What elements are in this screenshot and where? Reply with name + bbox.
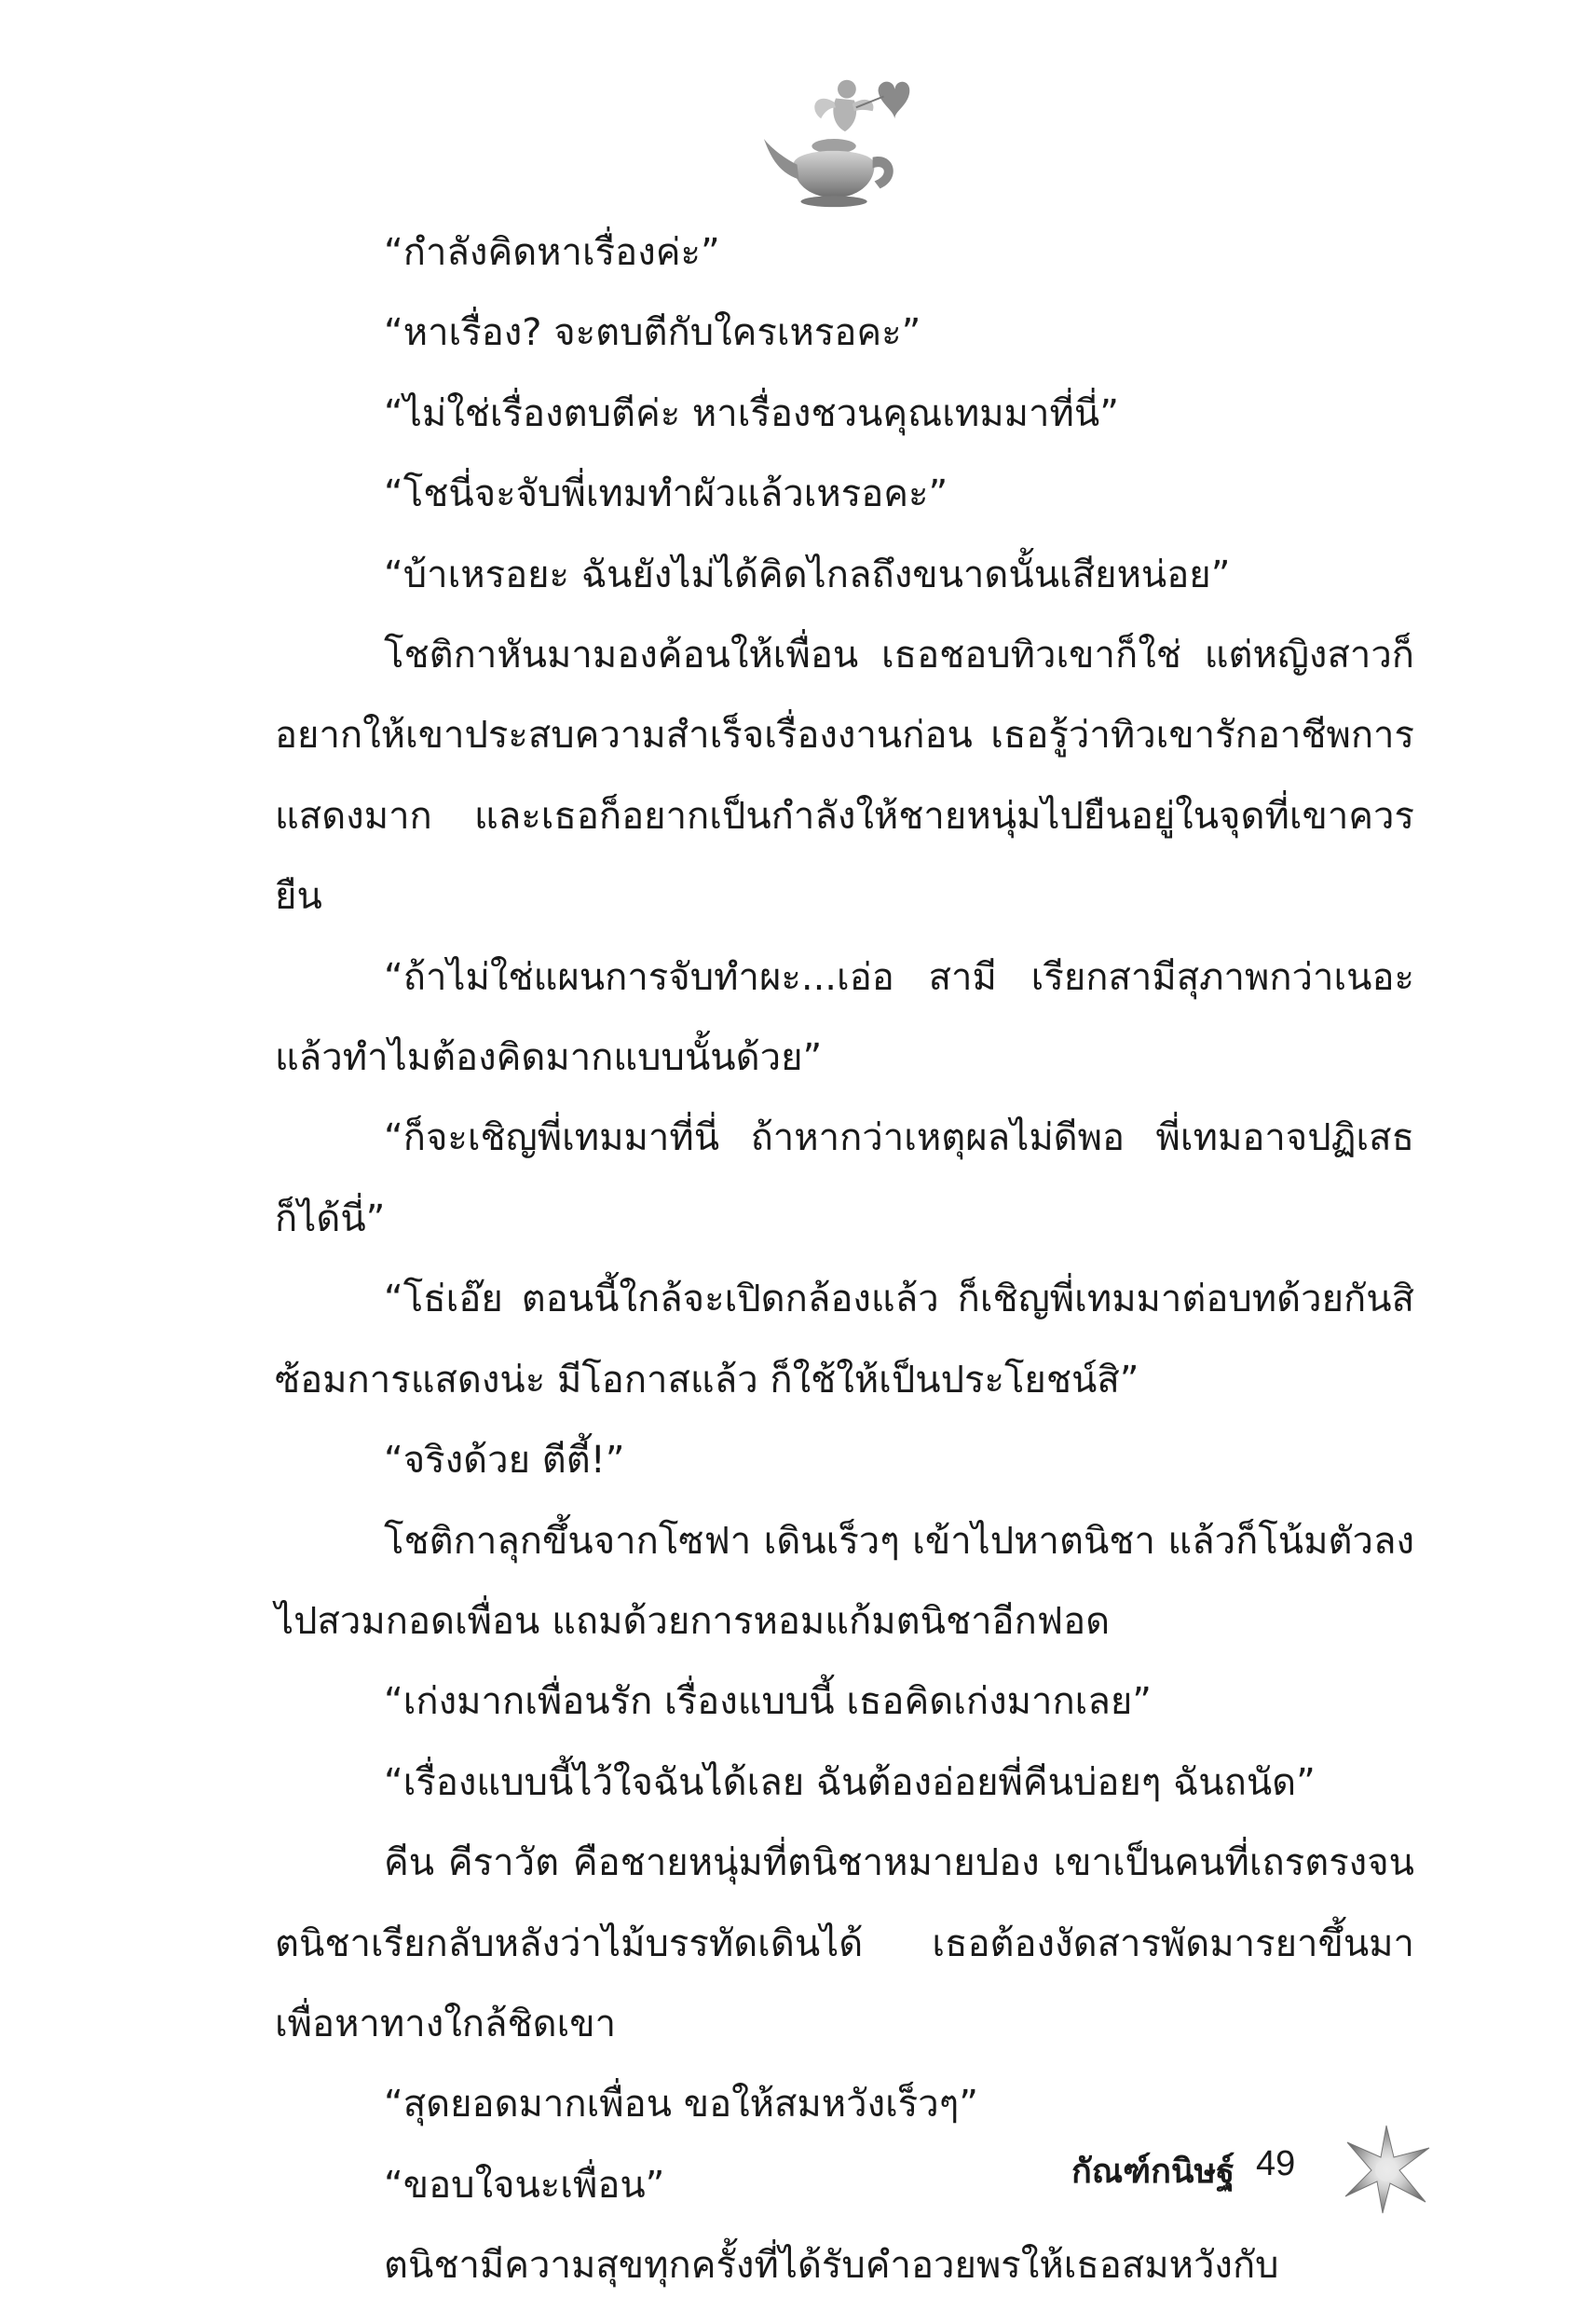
paragraph: “เรื่องแบบนี้ไว้ใจฉันได้เลย ฉันต้องอ่อยพี่คีนบ่อยๆ ฉันถนัด” — [384, 1760, 1316, 1804]
page-body-text — [275, 212, 1414, 2306]
page-number: 49 — [1256, 2144, 1296, 2183]
page-footer — [1053, 2139, 1444, 2204]
paragraph: “หาเรื่อง? จะตบตีกับใครเหรอคะ” — [384, 311, 921, 355]
paragraph: “สุดยอดมากเพื่อน ขอให้สมหวังเร็วๆ” — [384, 2083, 978, 2126]
paragraph: โชติกาลุกขึ้นจากโซฟา เดินเร็วๆ เข้าไปหาตนิชา แล้วก็โน้มตัวลงไปสวมกอดเพื่อน แถมด้วยการหอมแก้มตนิชาอีกฟอด — [275, 1519, 1414, 1643]
paragraph: คีน คีราวัต คือชายหนุ่มที่ตนิชาหมายปอง เขาเป็นคนที่เถรตรงจนตนิชาเรียกลับหลังว่าไม้บรรทัดเดินได้ เธอต้องงัดสารพัดมารยาขึ้นมา เพื่อหาทางใกล้ชิดเขา — [275, 1841, 1414, 2045]
paragraph: “โชนี่จะจับพี่เทมทำผัวแล้วเหรอคะ” — [384, 472, 948, 516]
paragraph: “บ้าเหรอยะ ฉันยังไม่ได้คิดไกลถึงขนาดนั้นเสียหน่อย” — [384, 553, 1231, 596]
footer-author-name: กัณฑ์กนิษฐ์ — [1071, 2153, 1235, 2191]
paragraph: “ถ้าไม่ใช่แผนการจับทำผะ...เอ่อ สามี เรียกสามีสุภาพกว่าเนอะ แล้วทำไมต้องคิดมากแบบนั้นด้วย” — [275, 955, 1414, 1080]
paragraph: “ก็จะเชิญพี่เทมมาที่นี่ ถ้าหากว่าเหตุผลไม่ดีพอ พี่เทมอาจปฏิเสธก็ได้นี่” — [275, 1116, 1414, 1240]
paragraph: โชติกาหันมามองค้อนให้เพื่อน เธอชอบทิวเขาก็ใช่ แต่หญิงสาวก็อยากให้เขาประสบความสำเร็จเรื่องงานก่อน เธอรู้ว่าทิวเขารักอาชีพการแสดงมาก และเธอก็อยากเป็นกำลังให้ชายหนุ่มไปยืนอยู่ในจุดที่เขาควรยืน — [275, 634, 1414, 919]
paragraph: “จริงด้วย ตีตี้!” — [384, 1439, 625, 1483]
paragraph: “โธ่เอ๊ย ตอนนี้ใกล้จะเปิดกล้องแล้ว ก็เชิญพี่เทมมาต่อบทด้วยกันสิ ซ้อมการแสดงน่ะ มีโอกาสแล้ว ก็ใช้ให้เป็นประโยชน์สิ” — [275, 1278, 1414, 1402]
paragraph: “ไม่ใช่เรื่องตบตีค่ะ หาเรื่องชวนคุณเทมมาที่นี่” — [384, 391, 1119, 435]
paragraph: “ขอบใจนะเพื่อน” — [384, 2163, 665, 2207]
paragraph: “กำลังคิดหาเรื่องค่ะ” — [384, 231, 720, 274]
paragraph: ตนิชามีความสุขทุกครั้งที่ได้รับคำอวยพรให้เธอสมหวังกับ — [384, 2244, 1279, 2288]
star-icon — [1340, 2122, 1433, 2215]
teapot-cupid-ornament-icon — [757, 54, 922, 220]
paragraph: “เก่งมากเพื่อนรัก เรื่องแบบนี้ เธอคิดเก่งมากเลย” — [384, 1680, 1153, 1724]
